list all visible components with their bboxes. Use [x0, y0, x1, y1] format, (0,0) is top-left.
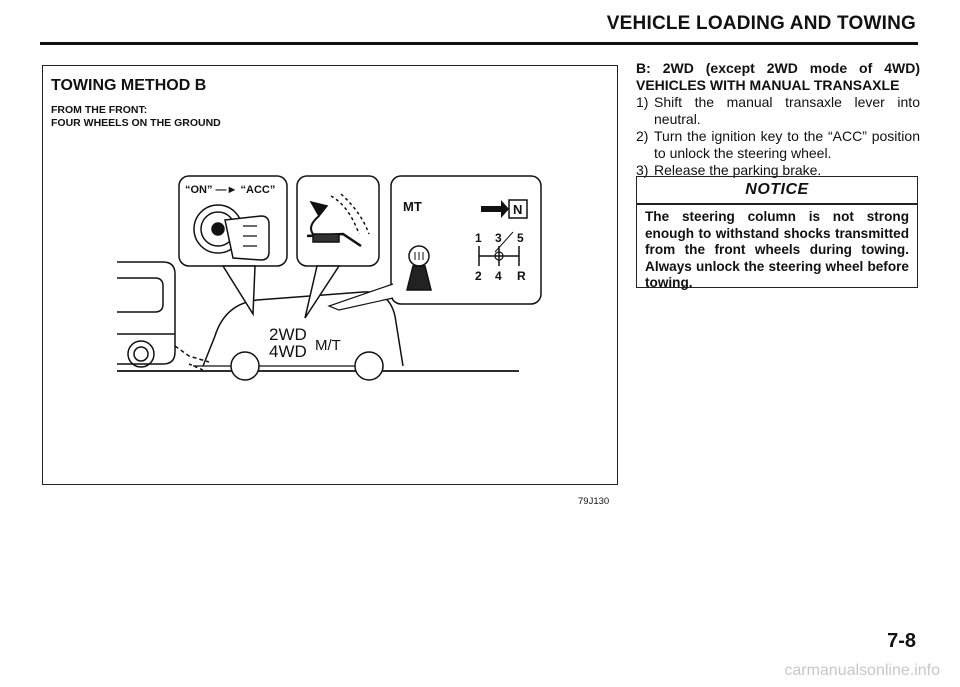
- step-text: Release the parking brake.: [654, 162, 822, 178]
- step-item: [636, 94, 920, 128]
- gear-4: 4: [495, 269, 502, 283]
- ignition-key-callout: [179, 176, 287, 314]
- drive-label-4wd: 4WD: [269, 342, 307, 361]
- gear-5: 5: [517, 231, 524, 245]
- neutral-label: N: [513, 202, 523, 217]
- step-text: Shift the manual transaxle lever into neutral.: [654, 94, 920, 127]
- gear-1: 1: [475, 231, 482, 245]
- step-item: [636, 128, 920, 162]
- gear-r: R: [517, 269, 526, 283]
- key-position-label: “ON” —► “ACC”: [185, 184, 276, 196]
- figure-subtitle-line-1: FROM THE FRONT:: [51, 104, 148, 116]
- section-heading: B: 2WD (except 2WD mode of 4WD) VEHICLES WITH MANUAL TRANSAXLE: [636, 60, 920, 93]
- step-list: [636, 94, 920, 179]
- notice-body: The steering column is not strong enough to withstand shocks transmitted from the front wheels during towing. Always unlock the steering wheel before towing.: [645, 209, 909, 290]
- towing-figure: [42, 65, 618, 485]
- notice-box: [636, 176, 918, 288]
- step-text: Turn the ignition key to the “ACC” position to unlock the steering wheel.: [654, 128, 920, 161]
- header-rule: [40, 42, 918, 45]
- figure-title: TOWING METHOD B: [51, 77, 207, 94]
- step-number: 3): [636, 162, 649, 178]
- watermark: carmanualsonline.info: [784, 662, 940, 679]
- figure-subtitle-line-2: FOUR WHEELS ON THE GROUND: [51, 117, 221, 129]
- gear-3: 3: [495, 231, 502, 245]
- figure-code: 79J130: [578, 496, 610, 507]
- notice-title: NOTICE: [637, 177, 917, 205]
- drive-label-2wd: 2WD: [269, 325, 307, 344]
- towing-illustration: [43, 66, 619, 486]
- towed-car: [193, 292, 403, 380]
- step-number: 1): [636, 94, 649, 110]
- transmission-label: M/T: [315, 337, 341, 354]
- instructions: [636, 60, 920, 179]
- mt-label: MT: [403, 199, 422, 214]
- step-number: 2): [636, 128, 649, 144]
- page-number: 7-8: [887, 630, 916, 652]
- tow-truck: [117, 262, 209, 370]
- gear-2: 2: [475, 269, 482, 283]
- page-header-title: VEHICLE LOADING AND TOWING: [606, 13, 916, 34]
